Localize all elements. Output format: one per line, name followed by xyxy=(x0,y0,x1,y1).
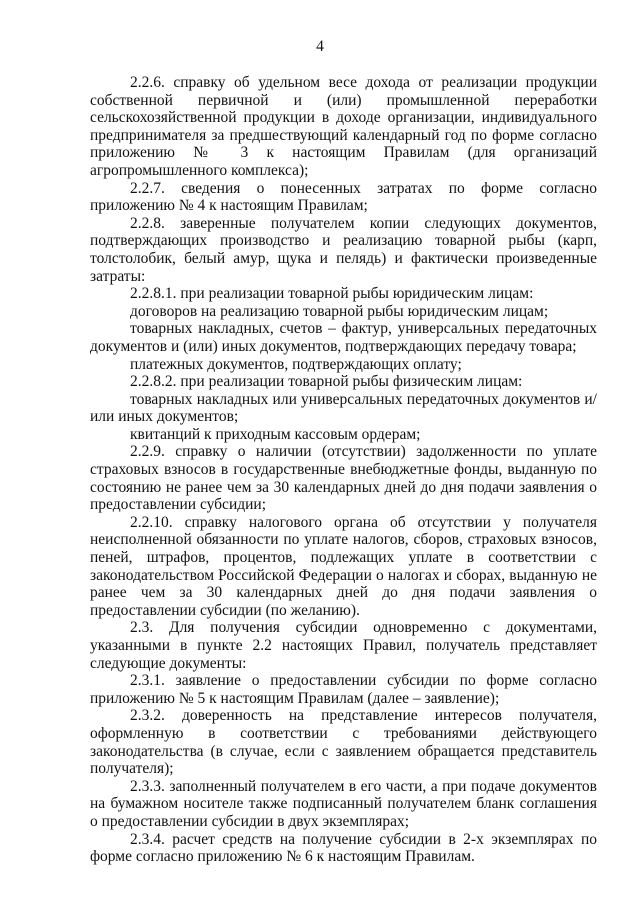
paragraph-2-2-9: 2.2.9. справку о наличии (отсутствии) задолженности по уплате страховых взносов в государственные внебюджетные фонды, выданную по состоянию не ранее чем за 30 календарных дней до дня подачи заявления о предоставлении субсидии; xyxy=(90,443,597,514)
page-number: 4 xyxy=(316,38,324,55)
paragraph-2-3-4: 2.3.4. расчет средств на получение субсидии в 2-х экземплярах по форме согласно приложению № 6 к настоящим Правилам. xyxy=(90,830,597,866)
paragraph-2-2-8: 2.2.8. заверенные получателем копии следующих документов, подтверждающих производство и реализацию товарной рыбы (карп, толстолобик, белый амур, щука и пелядь) и фактически произведенные затраты: xyxy=(90,214,597,285)
paragraph-2-2-6: 2.2.6. справку об удельном весе дохода от реализации продукции собственной первичной и (или) промышленной переработки сельскохозяйственной продукции в доходе организации, индивидуального предпринимателя за предшествующий календарный год по форме согласно приложению № 3 к настоящим Правилам (для организаций агропромышленного комплекса); xyxy=(90,74,597,179)
paragraph-2-3: 2.3. Для получения субсидии одновременно с документами, указанными в пункте 2.2 настоящих Правил, получатель представляет следующие документы: xyxy=(90,619,597,672)
paragraph-2-3-3: 2.3.3. заполненный получателем в его части, а при подаче документов на бумажном носителе также подписанный получателем бланк соглашения о предоставлении субсидии в двух экземплярах; xyxy=(90,777,597,830)
paragraph-2-3-2: 2.3.2. доверенность на представление интересов получателя, оформленную в соответствии с требованиями действующего законодательства (в случае, если с заявлением обращается представитель получателя); xyxy=(90,707,597,778)
list-item-contracts: договоров на реализацию товарной рыбы юридическим лицам; xyxy=(130,302,549,320)
list-item-invoices: товарных накладных, счетов – фактур, универсальных передаточных документов и (или) иных документов, подтверждающих передачу товара; xyxy=(90,320,597,355)
paragraph-2-2-10: 2.2.10. справку налогового органа об отсутствии у получателя неисполненной обязанности по уплате налогов, сборов, страховых взносов, пеней, штрафов, процентов, подлежащих уплате в соответствии с законодательством Российской Федерации о налогах и сборах, выданную не ранее чем за 30 календарных дней до дня подачи заявления о предоставлении субсидии (по желанию). xyxy=(90,513,597,619)
paragraph-2-2-7: 2.2.7. сведения о понесенных затратах по форме согласно приложению № 4 к настоящим Правилам; xyxy=(90,179,597,215)
paragraph-2-2-8-1: 2.2.8.1. при реализации товарной рыбы юридическим лицам: xyxy=(130,285,534,303)
list-item-payment-docs: платежных документов, подтверждающих оплату; xyxy=(130,355,462,373)
list-item-waybills: товарных накладных или универсальных передаточных документов и/или иных документов; xyxy=(90,390,597,426)
document-body xyxy=(90,74,597,866)
paragraph-2-2-8-2: 2.2.8.2. при реализации товарной рыбы физическим лицам: xyxy=(130,373,523,391)
paragraph-2-3-1: 2.3.1. заявление о предоставлении субсидии по форме согласно приложению № 5 к настоящим Правилам (далее – заявление); xyxy=(90,672,597,707)
list-item-receipts: квитанций к приходным кассовым ордерам; xyxy=(130,425,421,443)
